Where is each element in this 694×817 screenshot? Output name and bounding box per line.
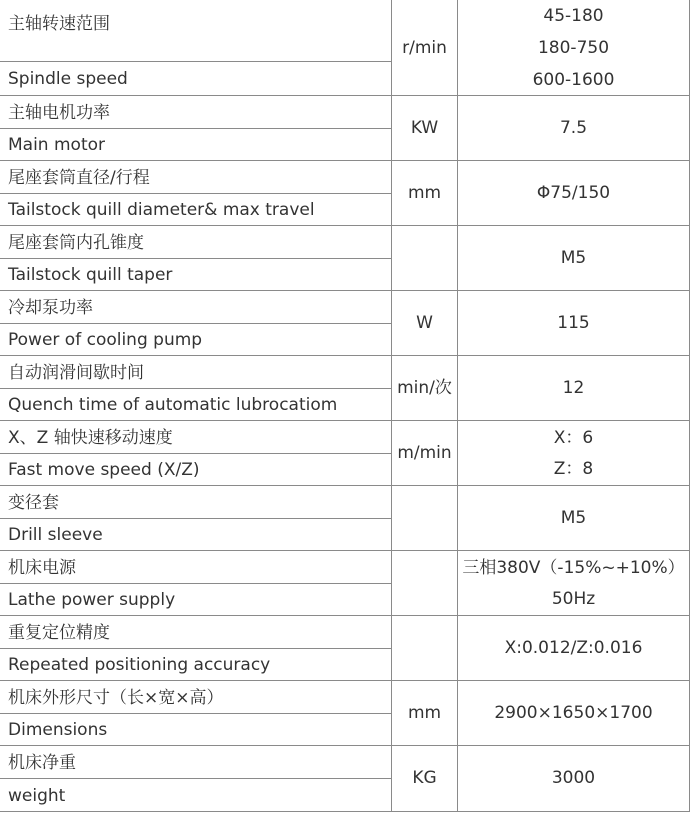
label-split-line — [0, 583, 391, 584]
row-separator — [0, 420, 690, 421]
label-cn: 主轴转速范围 — [8, 14, 110, 34]
value-cell: 3000 — [551, 768, 596, 788]
label-en: weight — [8, 786, 66, 806]
label-cn: 主轴电机功率 — [8, 103, 110, 123]
label-split-line — [0, 61, 391, 62]
value-cell: 2900×1650×1700 — [494, 703, 653, 723]
label-split-line — [0, 258, 391, 259]
unit-cell: mm — [407, 703, 442, 723]
value-cell: 115 — [557, 313, 590, 333]
label-cn: 机床净重 — [8, 753, 76, 773]
row-separator — [0, 95, 690, 96]
unit-cell: min/次 — [397, 378, 452, 398]
value-cell: 45-180 — [543, 6, 604, 26]
value-cell: Φ75/150 — [536, 183, 611, 203]
label-split-line — [0, 128, 391, 129]
row-separator — [0, 811, 690, 812]
label-split-line — [0, 453, 391, 454]
unit-cell: W — [416, 313, 433, 333]
value-cell: X：6 — [553, 428, 594, 448]
label-en: Dimensions — [8, 720, 108, 740]
row-separator — [0, 160, 690, 161]
value-cell: 7.5 — [559, 118, 588, 138]
label-en: Tailstock quill taper — [8, 265, 173, 285]
value-cell: 180-750 — [537, 38, 610, 58]
label-cn: 机床外形尺寸（长×宽×高） — [8, 688, 224, 708]
label-split-line — [0, 193, 391, 194]
unit-cell: KW — [410, 118, 439, 138]
value-cell: 12 — [562, 378, 585, 398]
label-split-line — [0, 778, 391, 779]
label-en: Fast move speed (X/Z) — [8, 460, 200, 480]
label-en: Spindle speed — [8, 69, 128, 89]
unit-cell: r/min — [402, 38, 447, 58]
label-split-line — [0, 388, 391, 389]
row-separator — [0, 485, 690, 486]
value-cell: Z：8 — [553, 459, 594, 479]
label-cn: 尾座套筒直径/行程 — [8, 168, 150, 188]
label-en: Quench time of automatic lubrocatiom — [8, 395, 338, 415]
label-cn: 重复定位精度 — [8, 623, 110, 643]
value-cell: X:0.012/Z:0.016 — [504, 638, 643, 658]
row-separator — [0, 680, 690, 681]
value-cell: M5 — [560, 508, 587, 528]
table-border-right — [689, 0, 690, 811]
row-separator — [0, 550, 690, 551]
label-split-line — [0, 648, 391, 649]
label-split-line — [0, 713, 391, 714]
label-en: Repeated positioning accuracy — [8, 655, 271, 675]
label-cn: 尾座套筒内孔锥度 — [8, 233, 144, 253]
value-cell: 600-1600 — [532, 70, 615, 90]
label-split-line — [0, 518, 391, 519]
label-en: Power of cooling pump — [8, 330, 203, 350]
unit-cell: KG — [412, 768, 437, 788]
row-separator — [0, 355, 690, 356]
value-cell: M5 — [560, 248, 587, 268]
value-cell: 50Hz — [551, 589, 596, 609]
label-en: Lathe power supply — [8, 590, 176, 610]
row-separator — [0, 225, 690, 226]
label-cn: 变径套 — [8, 493, 59, 513]
row-separator — [0, 745, 690, 746]
label-cn: 机床电源 — [8, 558, 76, 578]
label-cn: X、Z 轴快速移动速度 — [8, 428, 173, 448]
unit-cell: m/min — [397, 443, 452, 463]
label-en: Tailstock quill diameter& max travel — [8, 200, 315, 220]
value-cell: 三相380V（-15%~+10%） — [462, 558, 685, 578]
label-cn: 冷却泵功率 — [8, 298, 93, 318]
row-separator — [0, 615, 690, 616]
label-cn: 自动润滑间歇时间 — [8, 363, 144, 383]
label-split-line — [0, 323, 391, 324]
label-en: Main motor — [8, 135, 106, 155]
unit-cell: mm — [407, 183, 442, 203]
row-separator — [0, 290, 690, 291]
label-en: Drill sleeve — [8, 525, 103, 545]
